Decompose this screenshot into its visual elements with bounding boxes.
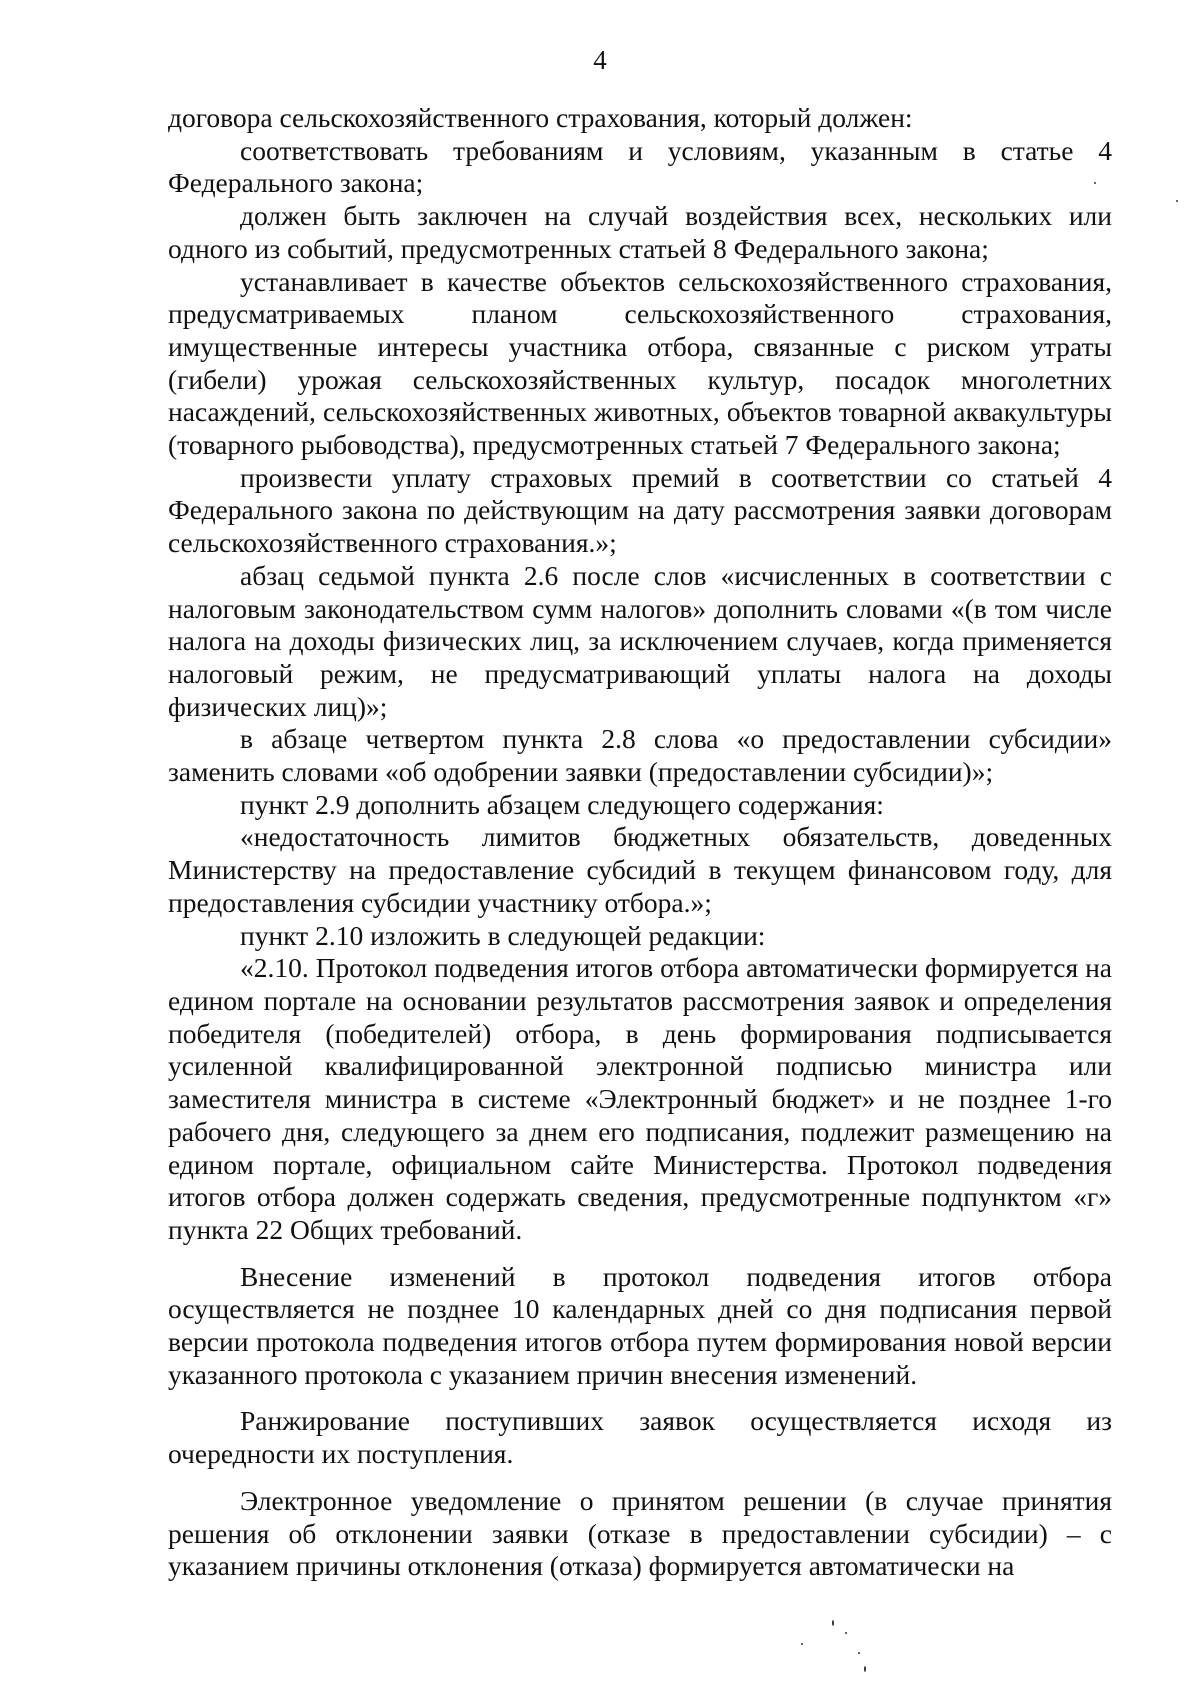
- scan-speck: [801, 1643, 803, 1645]
- page-number: 4: [593, 45, 607, 75]
- scan-speck: [1176, 200, 1178, 202]
- paragraph-insurance-premiums: произвести уплату страховых премий в соответствии со статьей 4 Федерального закона по действующим на дату рассмотрения заявки договорам сельскохозяйственного страхования.»;: [168, 461, 1112, 559]
- scan-speck: [858, 1652, 860, 1654]
- paragraph-continuation: договора сельскохозяйственного страхования, который должен:: [168, 102, 913, 133]
- paragraph-amendment-2-10: пункт 2.10 изложить в следующей редакции:: [240, 919, 766, 951]
- paragraph-requirement-article-8: должен быть заключен на случай воздействия всех, нескольких или одного из событий, предусмотренных статьей 8 Федерального закона;: [168, 200, 1112, 264]
- paragraph-protocol: «2.10. Протокол подведения итогов отбора автоматически формируется на едином портале на основании результатов рассмотрения заявок и определения победителя (победителей) отбора, в день формирования подписывается усиленной квалифицированной электронной подписью министра или заместителя министра в системе «Электронный бюджет» и не позднее 1-го рабочего дня, следующего за днем его подписания, подлежит размещению на едином портале, официальном сайте Министерства. Протокол подведения итогов отбора должен содержать сведения, предусмотренные подпунктом «г» пункта 22 Общих требований.: [168, 952, 1112, 1245]
- paragraph-amendment-2-9: пункт 2.9 дополнить абзацем следующего содержания:: [240, 788, 884, 820]
- scan-speck: [845, 1632, 847, 1634]
- paragraph-insurance-objects: устанавливает в качестве объектов сельскохозяйственного страхования, предусматриваемых планом сельскохозяйственного страхования, имущественные интересы участника отбора, связанные с риском утраты (гибели) урожая сельскохозяйственных культур, посадок многолетних насаждений, сельскохозяйственных животных, объектов товарной аквакультуры (товарного рыбоводства), предусмотренных статьей 7 Федерального закона;: [168, 265, 1112, 461]
- scan-speck: [864, 1666, 866, 1672]
- paragraph-amendment-2-8: в абзаце четвертом пункта 2.8 слова «о предоставлении субсидии» заменить словами «об одобрении заявки (предоставлении субсидии)»;: [168, 723, 1112, 788]
- paragraph-insufficient-limits: «недостаточность лимитов бюджетных обязательств, доведенных Министерству на предоставление субсидий в текущем финансовом году, для предоставления субсидии участнику отбора.»;: [168, 821, 1112, 918]
- document-body: [168, 102, 1112, 1583]
- scan-speck: [1094, 182, 1096, 184]
- paragraph-electronic-notice: Электронное уведомление о принятом решении (в случае принятия решения об отклонении заявки (отказе в предоставлении субсидии) – с указанием причины отклонения (отказа) формируется автоматически на: [168, 1484, 1112, 1582]
- paragraph-protocol-changes: Внесение изменений в протокол подведения итогов отбора осуществляется не позднее 10 календарных дней со дня подписания первой версии протокола подведения итогов отбора путем формирования новой версии указанного протокола с указанием причин внесения изменений.: [168, 1260, 1112, 1390]
- paragraph-amendment-2-6: абзац седьмой пункта 2.6 после слов «исчисленных в соответствии с налоговым законодательством сумм налогов» дополнить словами «(в том числе налога на доходы физических лиц, за исключением случаев, когда применяется налоговый режим, не предусматривающий уплаты налога на доходы физических лиц)»;: [168, 559, 1112, 722]
- scan-speck: [832, 1620, 834, 1626]
- paragraph-requirement-article-4: соответствовать требованиям и условиям, указанным в статье 4 Федерального закона;: [168, 134, 1112, 199]
- paragraph-ranking: Ранжирование поступивших заявок осуществляется исходя из очередности их поступления.: [168, 1405, 1112, 1470]
